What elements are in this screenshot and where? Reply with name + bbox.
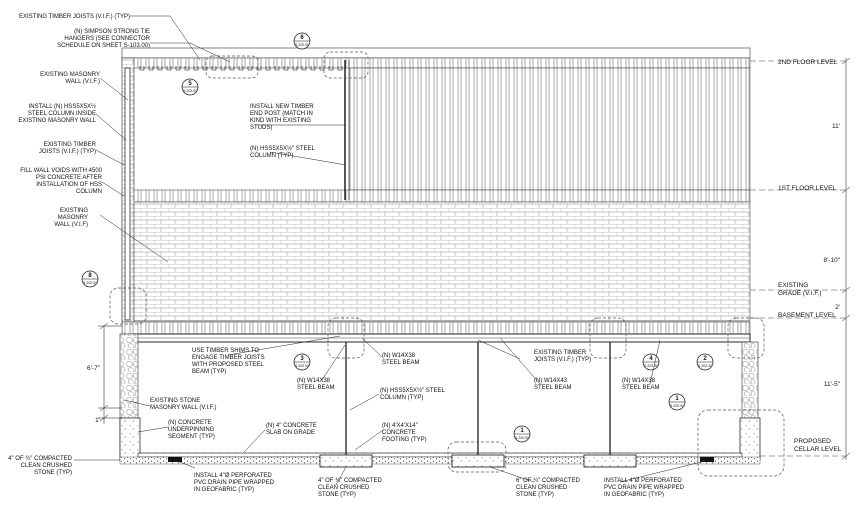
note-drain-left-l1: INSTALL 4"Ø PERFORATED xyxy=(194,473,272,479)
note-stone-right-l3: STONE (TYP) xyxy=(516,492,554,498)
note-steel-col-upper xyxy=(250,145,315,159)
note-joists-top xyxy=(19,14,130,20)
note-shims xyxy=(192,348,265,375)
note-beam-w14x38-b xyxy=(382,353,419,366)
note-stone-mid xyxy=(318,478,382,498)
svg-text:(N) SIMPSON STRONG TIE xyxy=(74,29,150,35)
note-masonry-wall-l2: WALL (V.I.F.) xyxy=(65,79,100,85)
svg-text:STEEL BEAM xyxy=(534,385,571,391)
svg-text:WITH PROPOSED STEEL xyxy=(192,362,264,368)
svg-text:KIND WITH EXISTING xyxy=(250,118,311,124)
svg-text:4" OF ¾" COMPACTED xyxy=(8,456,72,462)
note-end-post-l3: KIND WITH EXISTING xyxy=(250,118,312,124)
note-stone-mid-l2: CLEAN CRUSHED xyxy=(318,485,370,491)
svg-text:EXISTING TIMBER xyxy=(534,350,587,356)
note-shims-l3: WITH PROPOSED STEEL xyxy=(192,362,264,368)
svg-text:EXISTING xyxy=(60,208,88,214)
note-fill-voids-l4: COLUMN xyxy=(75,189,102,195)
note-steel-col-upper-l2: COLUMN (TYP) xyxy=(250,153,294,159)
note-joists-mid-l2: JOISTS (V.I.F.) (TYP) xyxy=(38,149,96,155)
svg-text:6" OF ¾" COMPACTED xyxy=(516,478,580,484)
note-hss-column-l1: INSTALL (N) HSS5X5X½ xyxy=(28,104,96,110)
note-drain-left-l2: PVC DRAIN PIPE WRAPPED xyxy=(194,480,275,486)
svg-text:CLEAN CRUSHED xyxy=(21,463,73,469)
svg-text:COLUMN (TYP) xyxy=(250,153,293,159)
detail-tag-5-num: 5 xyxy=(188,81,192,87)
svg-text:INSTALL NEW TIMBER xyxy=(250,104,314,110)
note-fill-voids-l2: PSI CONCRETE AFTER xyxy=(35,175,102,181)
note-hss-column-l2: STEEL COLUMN INSIDE xyxy=(27,111,96,117)
svg-text:CONCRETE xyxy=(382,430,416,436)
detail-tag-2-sheet: S-202.00 xyxy=(697,364,713,368)
note-stone-left xyxy=(8,456,72,476)
svg-text:STEEL COLUMN INSIDE xyxy=(28,111,96,117)
svg-text:INSTALL 4"Ø PERFORATED xyxy=(604,478,682,484)
svg-text:(N) W14X38 xyxy=(382,353,416,359)
note-beam-w14x38-a-l2: STEEL BEAM xyxy=(297,385,335,391)
svg-text:STONE (TYP) xyxy=(34,470,72,476)
svg-text:CLEAN CRUSHED xyxy=(318,485,370,491)
note-stone-right-l2: CLEAN CRUSHED xyxy=(516,485,568,491)
svg-text:INSTALL 4"Ø PERFORATED xyxy=(194,473,272,479)
note-beam-w14x43-l2: STEEL BEAM xyxy=(534,385,572,391)
dim-11ft5: 11'-5" xyxy=(823,381,840,388)
svg-text:IN GEOFABRIC (TYP) xyxy=(604,492,664,498)
level-existing-grade-l2: GRADE (V.I.F.) xyxy=(778,290,822,297)
svg-text:4" OF ¾" COMPACTED xyxy=(318,478,382,484)
level-cellar-l1: PROPOSED xyxy=(794,438,831,445)
note-masonry-wall-l1: EXISTING MASONRY xyxy=(40,72,100,78)
svg-text:SLAB ON GRADE xyxy=(266,430,315,436)
basement-structure xyxy=(120,322,760,467)
note-shims-l1: USE TIMBER SHIMS TO xyxy=(192,348,260,354)
note-stone-wall-l2: MASONRY WALL (V.I.F.) xyxy=(150,405,217,411)
detail-tag-4-sheet: S-202.00 xyxy=(643,364,659,368)
svg-text:COLUMN xyxy=(76,189,102,195)
note-slab-l2: SLAB ON GRADE xyxy=(266,430,316,436)
note-end-post-l2: END POST (MATCH IN xyxy=(250,111,313,117)
note-hss-column xyxy=(18,103,96,124)
detail-tag-3-num: 3 xyxy=(300,356,304,362)
note-footing-l3: FOOTING (TYP) xyxy=(382,437,427,443)
svg-text:(N) W14X38 xyxy=(622,378,656,384)
detail-tag-4[interactable] xyxy=(643,354,659,370)
dim-6ft7: 6'-7" xyxy=(87,365,100,372)
svg-text:MASONRY xyxy=(58,215,88,221)
note-stone-left-l1: 4" OF ¾" COMPACTED xyxy=(8,456,72,462)
note-stone-mid-l1: 4" OF ¾" COMPACTED xyxy=(318,478,382,484)
svg-text:(N) 4" CONCRETE xyxy=(266,423,317,429)
detail-tag-2[interactable] xyxy=(697,354,713,370)
dim-11ft: 11' xyxy=(832,123,840,130)
svg-text:WALL (V.I.F.) xyxy=(65,79,100,85)
upper-structure xyxy=(122,48,750,322)
note-underpinning-l1: (N) CONCRETE xyxy=(168,420,212,426)
svg-text:EXISTING TIMBER JOISTS (V.I.F. xyxy=(19,14,130,20)
note-beam-w14x38-c-l2: STEEL BEAM xyxy=(622,385,660,391)
svg-text:(N) HSS5X5X½" STEEL xyxy=(380,387,445,394)
svg-text:BEAM (TYP) xyxy=(192,369,226,375)
note-stone-wall xyxy=(150,398,216,411)
left-dimension-string xyxy=(98,323,122,424)
note-beam-w14x43-l1: (N) W14X43 xyxy=(534,378,568,384)
detail-tag-1-right-sheet: S-202.00 xyxy=(669,404,685,408)
svg-text:FOOTING (TYP) xyxy=(382,437,427,443)
note-end-post xyxy=(250,104,314,131)
note-steel-col-upper-l1: (N) HSS5X5X½" STEEL xyxy=(250,146,315,152)
detail-tag-1-mid-num: 1 xyxy=(520,428,524,434)
note-beam-w14x38-c-l1: (N) W14X38 xyxy=(622,378,656,384)
note-stone-left-l3: STONE (TYP) xyxy=(34,470,72,476)
svg-text:USE TIMBER SHIMS TO xyxy=(192,348,259,354)
detail-tag-4-num: 4 xyxy=(649,356,653,362)
svg-text:STONE (TYP) xyxy=(318,492,356,498)
dim-2ft: 2' xyxy=(835,304,840,311)
detail-tag-2-num: 2 xyxy=(703,356,707,362)
dim-1ft: 1' xyxy=(95,417,100,424)
note-joists-mid xyxy=(39,142,97,155)
svg-text:(N) HSS5X5X½" STEEL xyxy=(250,145,315,152)
svg-text:(N) 4'X4'X14" xyxy=(382,423,418,429)
note-underpinning-l2: UNDERPINNING xyxy=(168,427,215,433)
note-hss-column-l3: EXISTING MASONRY WALL xyxy=(18,118,96,124)
note-masonry-vif xyxy=(54,208,88,228)
note-fill-voids-l1: FILL WALL VOIDS WITH 4500 xyxy=(20,168,102,174)
note-drain-right-l1: INSTALL 4"Ø PERFORATED xyxy=(604,478,682,484)
detail-tag-6-sheet: S-202.00 xyxy=(294,43,310,47)
detail-tag-8-sheet: S-202.00 xyxy=(82,281,98,285)
note-stone-wall-l1: EXISTING STONE xyxy=(150,398,201,404)
note-hangers xyxy=(57,29,151,49)
detail-tag-5-sheet: S-202.00 xyxy=(182,89,198,93)
dim-8ft10: 8'-10" xyxy=(823,257,840,264)
svg-text:FILL WALL VOIDS WITH 4500 xyxy=(20,168,102,174)
note-joists-top-l1: EXISTING TIMBER JOISTS (V.I.F.) (TYP) xyxy=(18,14,130,20)
detail-tag-8-num: 8 xyxy=(88,273,92,279)
note-drain-right xyxy=(604,478,685,498)
level-basement: BASEMENT LEVEL xyxy=(778,312,836,319)
note-shims-l4: BEAM (TYP) xyxy=(192,369,227,375)
svg-text:HANGERS (SEE CONNECTOR xyxy=(64,36,150,42)
note-fill-voids xyxy=(20,168,102,195)
detail-tag-3-sheet: S-202.00 xyxy=(294,364,310,368)
svg-text:EXISTING STONE xyxy=(150,398,200,404)
note-masonry-wall xyxy=(40,72,100,85)
svg-text:SCHEDULE ON SHEET S-103.00) xyxy=(57,43,150,49)
note-footing xyxy=(382,423,427,443)
level-2nd-floor: 2ND FLOOR LEVEL xyxy=(778,59,838,66)
svg-text:IN GEOFABRIC (TYP) xyxy=(194,487,254,493)
svg-text:UNDERPINNING xyxy=(168,427,215,433)
note-hss-col-lower xyxy=(380,387,445,401)
note-beam-w14x38-c xyxy=(622,378,659,391)
note-underpinning xyxy=(168,420,215,440)
svg-text:(N) W14X38 xyxy=(297,378,331,384)
note-masonry-vif-l3: WALL (V.I.F) xyxy=(54,222,88,228)
svg-text:CLEAN CRUSHED xyxy=(516,485,568,491)
svg-text:EXISTING MASONRY WALL xyxy=(18,118,96,124)
svg-text:MASONRY WALL (V.I.F.) xyxy=(150,405,216,411)
svg-text:WALL (V.I.F) xyxy=(54,222,88,228)
svg-text:PVC DRAIN PIPE WRAPPED xyxy=(604,485,685,491)
note-beam-w14x38-b-l2: STEEL BEAM xyxy=(382,360,420,366)
svg-text:PVC DRAIN PIPE WRAPPED xyxy=(194,480,275,486)
detail-tag-8[interactable] xyxy=(82,271,98,287)
note-drain-left-l3: IN GEOFABRIC (TYP) xyxy=(194,487,255,493)
note-joists-mid-l1: EXISTING TIMBER xyxy=(43,142,96,148)
svg-text:JOISTS (V.I.F.) (TYP) xyxy=(534,357,591,363)
note-shims-l2: ENGAGE TIMBER JOISTS xyxy=(192,355,265,361)
svg-text:(N) CONCRETE xyxy=(168,420,212,426)
detail-tag-6-num: 6 xyxy=(300,35,304,41)
level-cellar-l2: CELLAR LEVEL xyxy=(794,446,842,453)
note-beam-w14x38-a xyxy=(297,378,334,391)
note-stone-mid-l3: STONE (TYP) xyxy=(318,492,356,498)
note-footing-l2: CONCRETE xyxy=(382,430,416,436)
detail-tag-1-mid[interactable] xyxy=(514,426,530,442)
detail-tag-1-mid-sheet: S-202.00 xyxy=(514,436,530,440)
svg-text:JOISTS (V.I.F.) (TYP) xyxy=(39,149,96,155)
note-hangers-l3: SCHEDULE ON SHEET S-103.00) xyxy=(57,43,150,49)
note-drain-left xyxy=(194,473,275,493)
note-drain-right-l3: IN GEOFABRIC (TYP) xyxy=(604,492,665,498)
svg-text:STEEL BEAM xyxy=(297,385,334,391)
note-stone-right-l1: 6" OF ¾" COMPACTED xyxy=(516,478,580,484)
svg-text:INSTALL (N) HSS5X5X½ xyxy=(29,103,96,110)
detail-tag-6[interactable] xyxy=(294,33,310,49)
note-joists-right xyxy=(534,350,591,363)
note-underpinning-l3: SEGMENT (TYP) xyxy=(168,434,215,440)
note-slab xyxy=(266,423,317,436)
level-existing-grade-l1: EXISTING xyxy=(778,282,809,289)
svg-text:STEEL BEAM xyxy=(382,360,419,366)
note-beam-w14x38-b-l1: (N) W14X38 xyxy=(382,353,416,359)
note-stone-left-l2: CLEAN CRUSHED xyxy=(20,463,72,469)
detail-tag-1-right-num: 1 xyxy=(675,396,679,402)
note-drain-right-l2: PVC DRAIN PIPE WRAPPED xyxy=(604,485,685,491)
svg-text:INSTALLATION OF HSS xyxy=(36,182,102,188)
note-fill-voids-l3: INSTALLATION OF HSS xyxy=(36,182,102,188)
note-masonry-vif-l2: MASONRY xyxy=(57,215,88,221)
right-dimension-string xyxy=(842,58,850,460)
svg-text:(N) W14X43 xyxy=(534,378,568,384)
note-hangers-l1: (N) SIMPSON STRONG TIE xyxy=(74,29,150,35)
svg-text:EXISTING MASONRY xyxy=(40,72,100,78)
svg-text:PSI CONCRETE AFTER xyxy=(36,175,103,181)
svg-text:ENGAGE TIMBER JOISTS xyxy=(192,355,265,361)
level-1st-floor: 1ST FLOOR LEVEL xyxy=(778,185,837,192)
svg-text:SEGMENT (TYP) xyxy=(168,434,215,440)
note-joists-right-l2: JOISTS (V.I.F.) (TYP) xyxy=(534,357,592,363)
note-masonry-vif-l1: EXISTING xyxy=(59,208,88,214)
svg-text:COLUMN (TYP) xyxy=(380,395,423,401)
note-end-post-l4: STUDS) xyxy=(250,125,273,131)
note-stone-right xyxy=(516,478,580,498)
note-beam-w14x43 xyxy=(534,378,571,391)
note-end-post-l1: INSTALL NEW TIMBER xyxy=(250,104,314,110)
svg-text:END POST (MATCH IN xyxy=(250,111,313,117)
svg-text:EXISTING TIMBER xyxy=(44,142,97,148)
note-hss-col-lower-l2: COLUMN (TYP) xyxy=(380,395,424,401)
note-hss-col-lower-l1: (N) HSS5X5X½" STEEL xyxy=(380,388,445,394)
detail-tag-5[interactable] xyxy=(182,79,198,95)
note-hangers-l2: HANGERS (SEE CONNECTOR xyxy=(64,36,150,42)
note-slab-l1: (N) 4" CONCRETE xyxy=(266,423,317,429)
detail-tag-1-right[interactable] xyxy=(669,394,685,410)
note-beam-w14x38-a-l1: (N) W14X38 xyxy=(297,378,331,384)
note-joists-right-l1: EXISTING TIMBER xyxy=(534,350,587,356)
svg-text:STONE (TYP) xyxy=(516,492,554,498)
svg-text:STUDS) xyxy=(250,125,272,131)
detail-tag-3[interactable] xyxy=(294,354,310,370)
svg-text:STEEL BEAM xyxy=(622,385,659,391)
note-footing-l1: (N) 4'X4'X14" xyxy=(382,423,418,429)
